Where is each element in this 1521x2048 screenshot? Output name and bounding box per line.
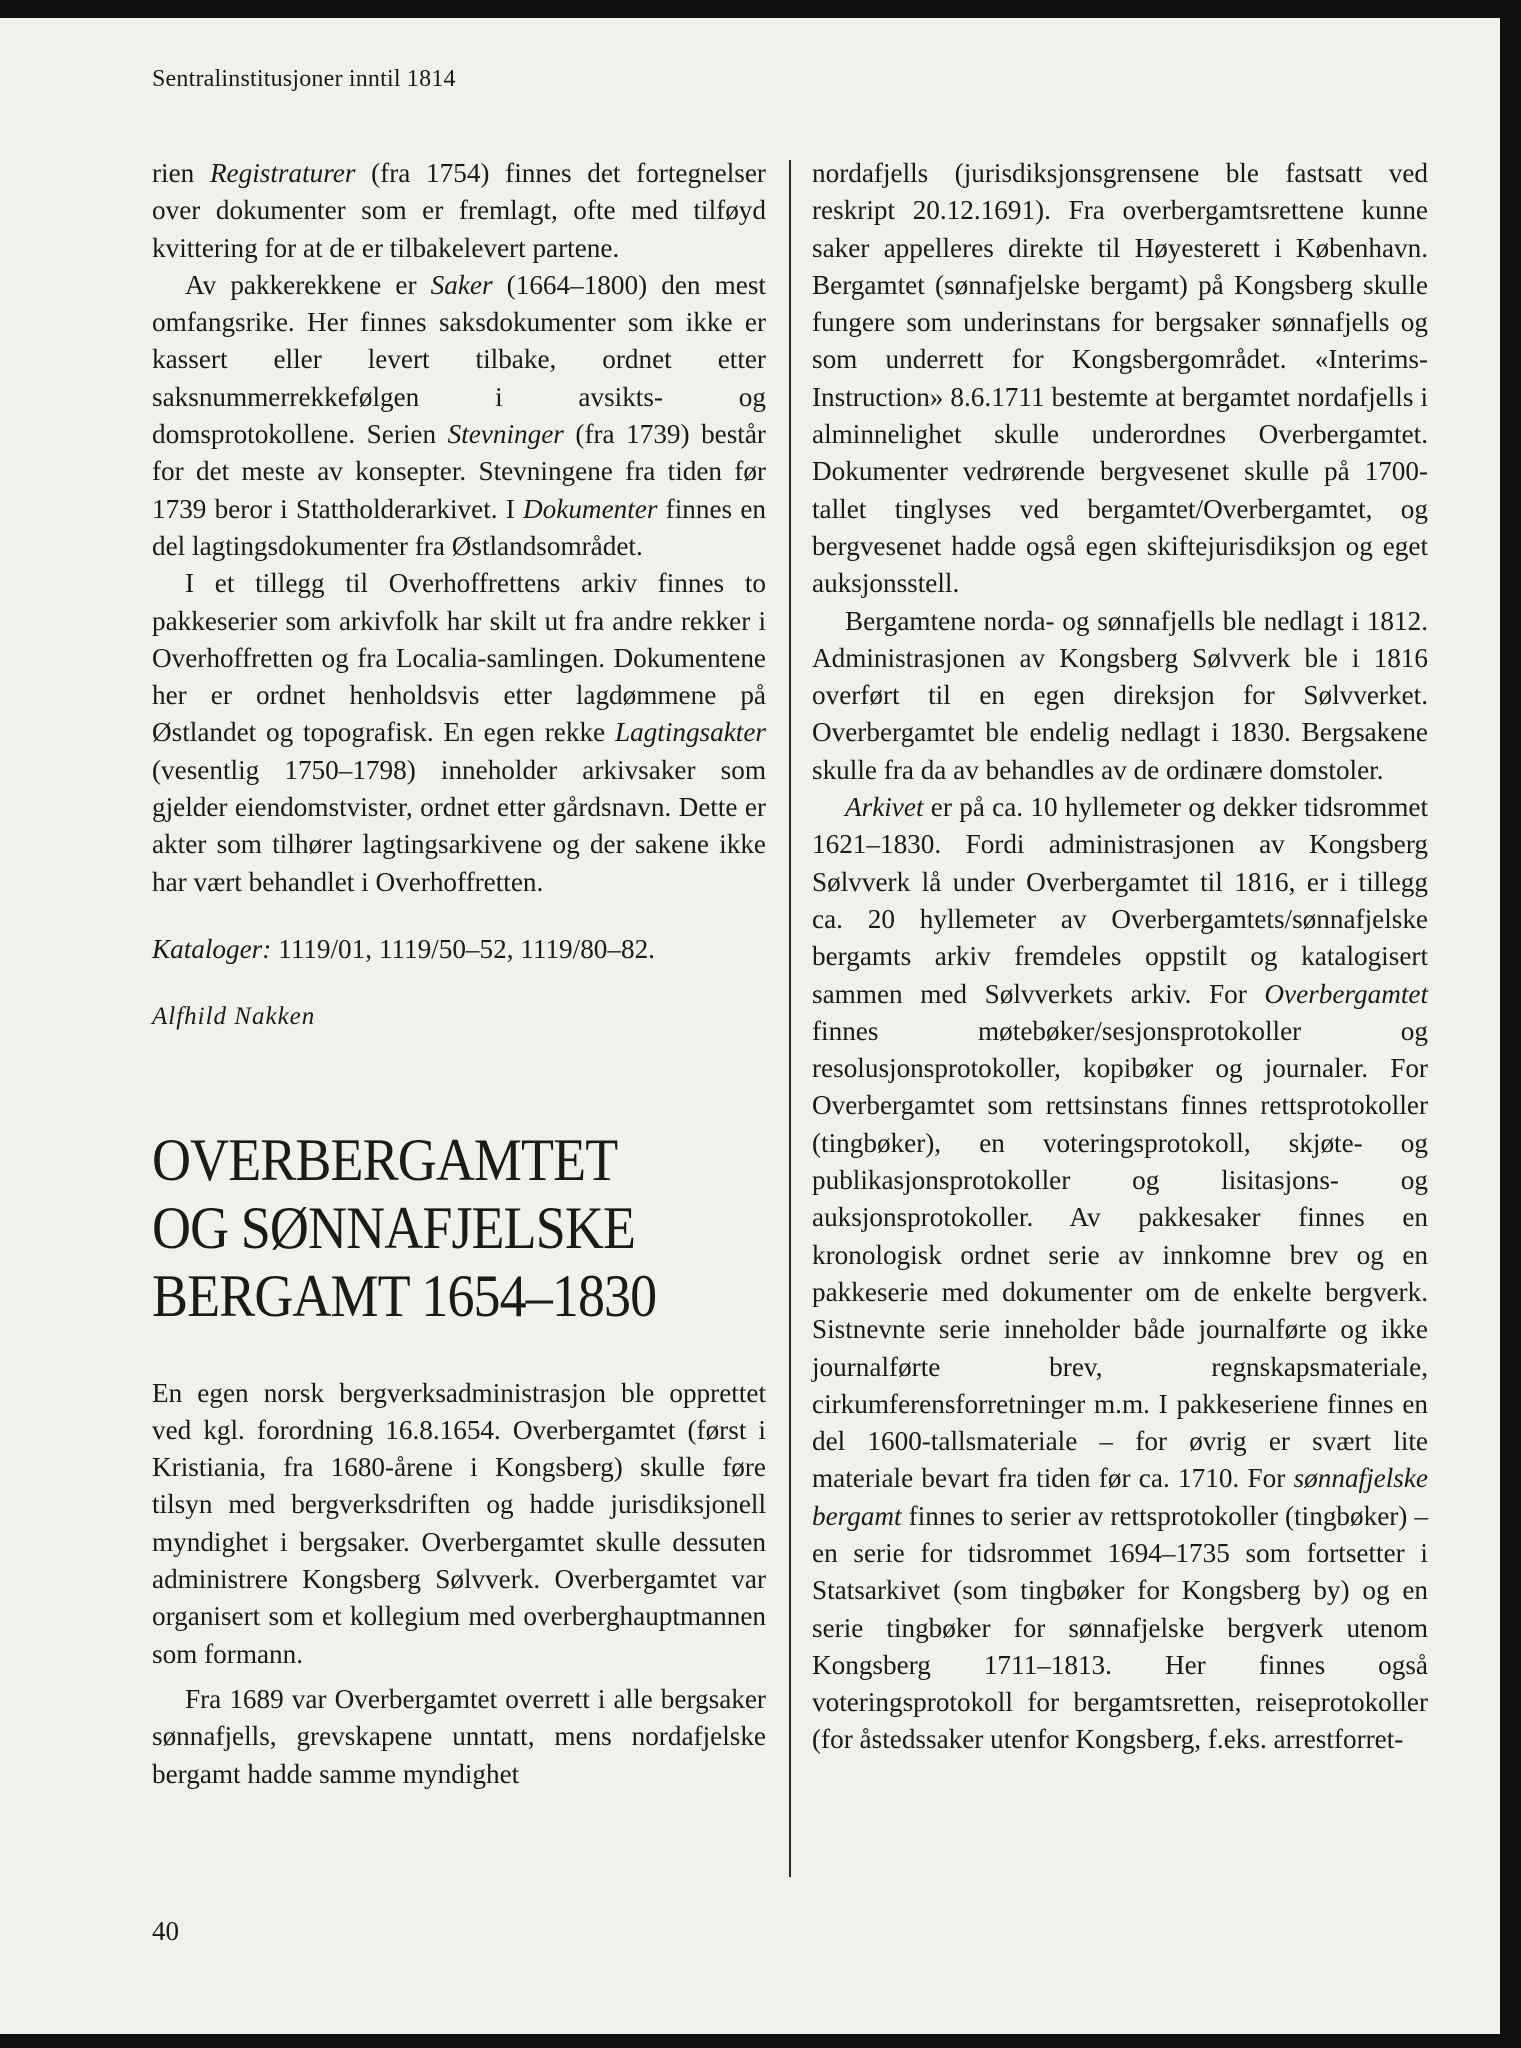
series-title: Stevninger — [447, 419, 564, 450]
text-run: Av pakkerekkene er — [185, 269, 431, 300]
text-run: finnes møtebøker/sesjonsprotokoller og resolusjonsprotokoller, kopibøker og journaler. For Overbergamtet som rettsinstans finnes rettsprotokoller (tingbøker), en voteringsprotokoll, skjøte- og publikasjonsprotokoller og lisitasjons- og auksjonsprotokoller. Av pakkesaker finnes en kronologisk ordnet serie av innkomne brev og en pakkeserie med dokumenter om de enkelte bergverk. Sistnevnte serie inneholder både journalførte og ikke journalførte brev, regnskapsmateriale, cirkumferensforretninger m.m. I pakkeseriene finnes en del 1600-tallsmateriale – for øvrig er svært lite materiale bevart fra tiden før ca. 1710. For — [812, 1015, 1428, 1494]
page-number: 40 — [152, 1916, 179, 1946]
text-run: (fra 1754) finnes det fortegnelser over dokumenter som er fremlagt, ofte med tilføyd kvittering for at de er tilbakelevert partene. — [152, 158, 766, 263]
text-run: I et tillegg til Overhoffrettens arkiv finnes to pakkeserier som arkivfolk har skilt ut fra andre rekker i Overhoffretten og fra Localia-samlingen. Dokumentene her er ordnet henholdsvis etter lagdømmene på Østlandet og topografisk. En egen rekke — [152, 568, 766, 748]
series-title: Arkivet — [845, 792, 924, 823]
paragraph: Fra 1689 var Overbergamtet overrett i alle bergsaker sønnafjells, grevskapene unntatt, mens nordafjelske bergamt hadde samme myndighet — [152, 1683, 766, 1789]
text-run: (vesentlig 1750–1798) inneholder arkivsaker som gjelder eiendomstvister, ordnet etter gårdsnavn. Dette er akter som tilhører lagtingsarkivene og der sakene ikke har vært behandlet i Overhoffretten. — [152, 754, 766, 897]
series-title: Overbergamtet — [1264, 978, 1428, 1009]
paragraph: nordafjells (jurisdiksjonsgrensene ble fastsatt ved reskript 20.12.1691). Fra overbergamtsrettene kunne saker appelleres direkte til Høyesterett i København. Bergamtet (sønnafjelske bergamt) på Kongsberg skulle fungere som underinstans for bergsaker sønnafjells og som underrett for Kongsbergområdet. «Interims-Instruction» 8.6.1711 bestemte at bergamtet nordafjells i alminnelighet skulle underordnes Overbergamtet. Dokumenter vedrørende bergvesenet skulle på 1700-tallet tinglyses ved bergamtet/Overbergamtet, og bergvesenet hadde også egen skiftejurisdiksjon og eget auksjonsstell. — [812, 158, 1428, 599]
paragraph: Bergamtene norda- og sønnafjells ble nedlagt i 1812. Administrasjonen av Kongsberg Sølvverk ble i 1816 overført til en egen direksjon for Sølvverket. Overbergamtet ble endelig nedlagt i 1830. Bergsakene skulle fra da av behandles av de ordinære domstoler. — [812, 605, 1428, 785]
text-run: finnes en del lagtingsdokumenter fra Østlandsområdet. — [152, 493, 766, 561]
heading-line: OG SØNNAFJELSKE — [152, 1194, 636, 1261]
text-run: rien — [152, 158, 210, 188]
text-run: er på ca. 10 hyllemeter og dekker tidsrommet 1621–1830. Fordi administrasjonen av Kongsberg Sølvverk lå under Overbergamtet til 1816, er i tillegg ca. 20 hyllemeter av Overbergamtets/sønnafjelske bergamts arkiv fremdeles oppstilt og katalogisert sammen med Sølvverkets arkiv. For — [812, 792, 1428, 1009]
catalogue-label: Kataloger: — [152, 933, 272, 964]
series-title: sønnafjelske bergamt — [812, 1463, 1428, 1531]
left-column — [152, 155, 766, 1793]
column-rule — [789, 160, 791, 1877]
text-run: finnes to serier av rettsprotokoller (tingbøker) – en serie for tidsrommet 1694–1735 som fortsetter i Statsarkivet (som tingbøker for Kongsberg by) og en serie tingbøker for sønnafjelske bergverk utenom Kongsberg 1711–1813. Her finnes også voteringsprotokoll for bergamtsretten, reiseprotokoller (for åstedssaker utenfor Kongsberg, f.eks. arrestforret- — [812, 1500, 1428, 1755]
document-page — [0, 18, 1500, 2034]
paragraph — [812, 789, 1428, 1759]
heading-line: BERGAMT 1654–1830 — [152, 1262, 657, 1329]
series-title: Registraturer — [209, 158, 356, 188]
series-title: Lagtingsakter — [614, 717, 766, 748]
series-title: Saker — [430, 269, 493, 300]
text-run: (fra 1739) består for det meste av konsepter. Stevningene fra tiden før 1739 beror i Stattholderarkivet. I — [152, 419, 766, 524]
paragraph: En egen norsk bergverksadministrasjon ble opprettet ved kgl. forordning 16.8.1654. Overbergamtet (først i Kristiania, fra 1680-årene i Kongsberg) skulle føre tilsyn med bergverksdriften og hadde jurisdiksjonell myndighet i bergsaker. Overbergamtet skulle dessuten administrere Kongsberg Sølvverk. Overbergamtet var organisert som et kollegium med overberghauptmannen som formann. — [152, 1377, 766, 1669]
paragraph — [152, 155, 766, 267]
author-signature: Alfhild Nakken — [152, 1003, 316, 1031]
catalogue-value: 1119/01, 1119/50–52, 1119/80–82. — [271, 933, 655, 964]
text-run: (1664–1800) den mest omfangsrike. Her finnes saksdokumenter som ikke er kassert eller levert tilbake, ordnet etter saksnummerrekkefølgen i avsikts- og domsprotokollene. Serien — [152, 269, 766, 450]
section-heading — [152, 1126, 705, 1330]
catalogue-reference — [152, 931, 766, 968]
right-column — [812, 155, 1428, 1759]
paragraph — [152, 267, 766, 565]
running-head: Sentralinstitusjoner inntil 1814 — [152, 66, 456, 92]
series-title: Dokumenter — [523, 493, 658, 524]
heading-line: OVERBERGAMTET — [152, 1126, 618, 1193]
paragraph — [152, 565, 766, 901]
